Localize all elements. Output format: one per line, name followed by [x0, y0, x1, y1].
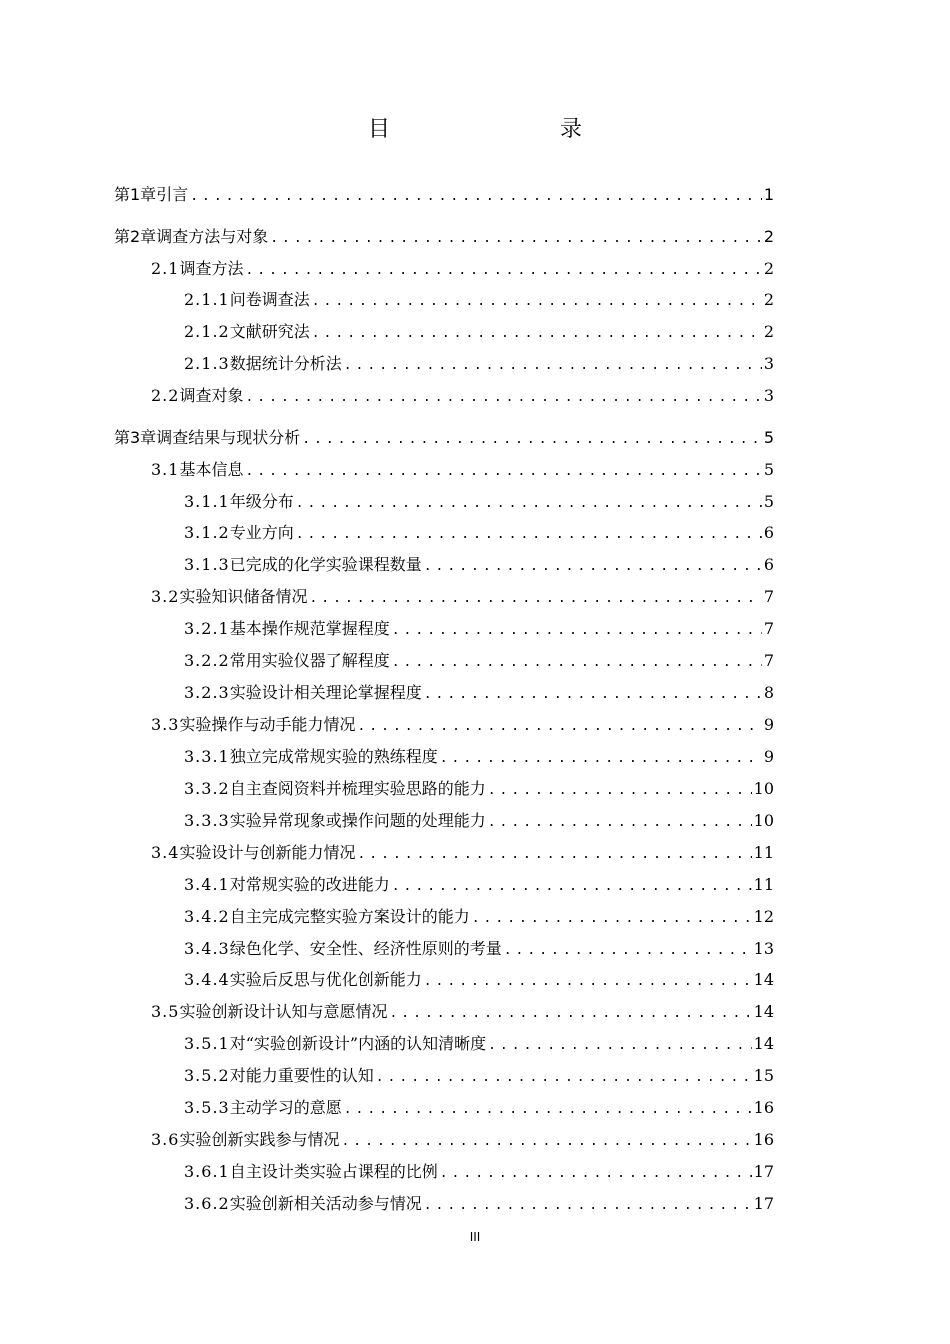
- toc-entry-number: 3.3.3: [184, 811, 230, 830]
- toc-entry-page: 7: [763, 651, 774, 670]
- toc-leader-dots: [357, 714, 761, 740]
- toc-entry-title: 引言: [156, 185, 189, 204]
- toc-entry[interactable]: [184, 1159, 774, 1185]
- toc-entry-title: 已完成的化学实验课程数量: [229, 555, 422, 574]
- toc-entry-title: 绿色化学、安全性、经济性原则的考量: [229, 939, 502, 958]
- toc-leader-dots: [344, 1097, 752, 1123]
- toc-entry-page: 5: [763, 460, 774, 479]
- toc-entry[interactable]: [184, 351, 774, 377]
- toc-entry[interactable]: [114, 224, 774, 250]
- toc-entry[interactable]: [184, 776, 774, 802]
- toc-entry-number: 3.6.1: [184, 1162, 230, 1181]
- toc-entry[interactable]: [151, 383, 774, 409]
- toc-entry-title: 自主查阅资料并梳理实验思路的能力: [229, 779, 486, 798]
- toc-entry[interactable]: [114, 425, 774, 451]
- toc-entry-title: 调查方法: [179, 259, 244, 278]
- toc-entry-page: 7: [763, 587, 774, 606]
- toc-entry-title: 实验设计与创新能力情况: [179, 843, 356, 862]
- toc-leader-dots: [376, 1065, 752, 1091]
- toc-entry-page: 15: [753, 1066, 774, 1085]
- toc-entry[interactable]: [184, 1031, 774, 1057]
- toc-entry-number: 3.6.2: [184, 1194, 230, 1213]
- toc-leader-dots: [392, 618, 762, 644]
- toc-leader-dots: [357, 842, 751, 868]
- toc-entry[interactable]: [184, 319, 774, 345]
- toc-entry[interactable]: [151, 712, 774, 738]
- toc-entry-page: 14: [753, 1002, 774, 1021]
- toc-entry-title: 调查结果与现状分析: [156, 428, 301, 447]
- toc-leader-dots: [392, 650, 762, 676]
- toc-entry[interactable]: [184, 1191, 774, 1217]
- toc-entry-number: 3.6: [151, 1130, 180, 1149]
- toc-leader-dots: [488, 810, 752, 836]
- toc-entry-title: 对常规实验的改进能力: [229, 875, 390, 894]
- toc-leader-dots: [312, 321, 762, 347]
- toc-entry[interactable]: [184, 967, 774, 993]
- page-footer-number: III: [469, 1230, 481, 1244]
- toc-entry-number: 3.1.1: [184, 492, 230, 511]
- toc-entry-number: 第2章: [114, 227, 157, 246]
- toc-entry-page: 14: [753, 970, 774, 989]
- toc-entry-title: 基本操作规范掌握程度: [229, 619, 390, 638]
- toc-entry-number: 3.5: [151, 1002, 180, 1021]
- toc-entry-page: 1: [763, 185, 774, 204]
- toc-entry[interactable]: [151, 256, 774, 282]
- toc-entry-page: 16: [753, 1130, 774, 1149]
- toc-entry-number: 3.3.2: [184, 779, 230, 798]
- toc-entry-number: 3.4: [151, 843, 180, 862]
- toc-entry-page: 5: [763, 428, 774, 447]
- toc-leader-dots: [312, 289, 762, 315]
- toc-entry-number: 3.4.3: [184, 939, 230, 958]
- toc-entry[interactable]: [151, 999, 774, 1025]
- toc-entry-title: 数据统计分析法: [229, 354, 342, 373]
- toc-entry[interactable]: [184, 808, 774, 834]
- toc-entry-number: 3.3: [151, 715, 180, 734]
- toc-entry-number: 3.2.1: [184, 619, 230, 638]
- toc-entry[interactable]: [184, 1095, 774, 1121]
- toc-entry-title: 调查方法与对象: [156, 227, 269, 246]
- toc-entry-page: 2: [763, 290, 774, 309]
- toc-entry[interactable]: [184, 648, 774, 674]
- toc-entry-title: 主动学习的意愿: [229, 1098, 342, 1117]
- toc-entry-title: 实验创新实践参与情况: [179, 1130, 340, 1149]
- toc-entry-title: 问卷调查法: [229, 290, 310, 309]
- toc-leader-dots: [341, 1129, 751, 1155]
- toc-entry-title: 常用实验仪器了解程度: [229, 651, 390, 670]
- toc-entry[interactable]: [184, 552, 774, 578]
- toc-entry-title: 调查对象: [179, 386, 244, 405]
- toc-entry-title: 实验后反思与优化创新能力: [229, 970, 422, 989]
- toc-entry[interactable]: [184, 520, 774, 546]
- toc-entry-title: 实验知识储备情况: [179, 587, 308, 606]
- toc-entry-number: 2.2: [151, 386, 180, 405]
- toc-entry-number: 2.1.1: [184, 290, 230, 309]
- toc-entry-page: 6: [763, 555, 774, 574]
- toc-entry-page: 10: [753, 811, 774, 830]
- toc-entry-number: 3.1: [151, 460, 180, 479]
- toc-entry-title: 自主完成完整实验方案设计的能力: [229, 907, 470, 926]
- toc-entry-number: 3.5.3: [184, 1098, 230, 1117]
- toc-entry-page: 9: [763, 747, 774, 766]
- toc-entry-number: 3.2.3: [184, 683, 230, 702]
- toc-entry-number: 3.2.2: [184, 651, 230, 670]
- toc-entry[interactable]: [184, 1063, 774, 1089]
- toc-entry-page: 7: [763, 619, 774, 638]
- toc-entry-title: 年级分布: [229, 492, 294, 511]
- toc-entry[interactable]: [151, 457, 774, 483]
- toc-leader-dots: [344, 353, 762, 379]
- toc-entry-page: 11: [753, 875, 774, 894]
- toc-leader-dots: [504, 938, 752, 964]
- toc-entry-page: 17: [753, 1162, 774, 1181]
- toc-entry-page: 2: [763, 322, 774, 341]
- toc-entry[interactable]: [184, 616, 774, 642]
- toc-leader-dots: [488, 1033, 752, 1059]
- toc-entry-title: 实验设计相关理论掌握程度: [229, 683, 422, 702]
- toc-entry-page: 5: [763, 492, 774, 511]
- toc-entry-page: 2: [763, 227, 774, 246]
- toc-entry-page: 8: [763, 683, 774, 702]
- toc-entry-number: 3.1.3: [184, 555, 230, 574]
- toc-entry-title: 基本信息: [179, 460, 244, 479]
- toc-entry-title: 独立完成常规实验的熟练程度: [229, 747, 438, 766]
- toc-entry-page: 2: [763, 259, 774, 278]
- toc-leader-dots: [424, 969, 752, 995]
- toc-entry-title: 实验创新相关活动参与情况: [229, 1194, 422, 1213]
- toc-entry-number: 3.5.2: [184, 1066, 230, 1085]
- toc-leader-dots: [488, 778, 752, 804]
- toc-leader-dots: [424, 554, 762, 580]
- toc-entry-number: 3.2: [151, 587, 180, 606]
- toc-entry-page: 17: [753, 1194, 774, 1213]
- toc-entry-number: 第1章: [114, 185, 157, 204]
- toc-leader-dots: [190, 184, 762, 210]
- toc-entry-page: 10: [753, 779, 774, 798]
- toc-leader-dots: [302, 427, 762, 453]
- toc-entry[interactable]: [184, 489, 774, 515]
- toc-entry-title: 实验操作与动手能力情况: [179, 715, 356, 734]
- toc-entry-number: 3.4.2: [184, 907, 230, 926]
- toc-entry-number: 3.1.2: [184, 523, 230, 542]
- toc-entry[interactable]: [184, 287, 774, 313]
- toc-entry-page: 3: [763, 354, 774, 373]
- toc-entry[interactable]: [114, 182, 774, 208]
- toc-entry-title: 实验异常现象或操作问题的处理能力: [229, 811, 486, 830]
- toc-leader-dots: [440, 746, 762, 772]
- toc-leader-dots: [424, 682, 762, 708]
- toc-leader-dots: [472, 906, 752, 932]
- toc-entry[interactable]: [184, 872, 774, 898]
- toc-leader-dots: [309, 586, 761, 612]
- toc-entry[interactable]: [184, 680, 774, 706]
- toc-entry-number: 2.1.2: [184, 322, 230, 341]
- toc-entry[interactable]: [151, 840, 774, 866]
- toc-entry-title: 专业方向: [229, 523, 294, 542]
- toc-title: 目 录: [367, 117, 624, 142]
- toc-entry[interactable]: [184, 936, 774, 962]
- toc-entry-number: 2.1.3: [184, 354, 230, 373]
- toc-leader-dots: [245, 459, 761, 485]
- toc-entry-number: 3.4.4: [184, 970, 230, 989]
- toc-leader-dots: [392, 874, 752, 900]
- toc-leader-dots: [440, 1161, 752, 1187]
- toc-entry[interactable]: [184, 904, 774, 930]
- toc-entry-title: 文献研究法: [229, 322, 310, 341]
- toc-entry-title: 实验创新设计认知与意愿情况: [179, 1002, 388, 1021]
- toc-leader-dots: [424, 1193, 752, 1219]
- toc-leader-dots: [245, 385, 761, 411]
- toc-entry-page: 9: [763, 715, 774, 734]
- toc-entry-number: 3.4.1: [184, 875, 230, 894]
- toc-leader-dots: [389, 1001, 751, 1027]
- toc-entry-page: 12: [753, 907, 774, 926]
- toc-leader-dots: [296, 491, 762, 517]
- toc-entry-page: 14: [753, 1034, 774, 1053]
- toc-entry-number: 2.1: [151, 259, 180, 278]
- toc-entry[interactable]: [184, 744, 774, 770]
- toc-entry[interactable]: [151, 1127, 774, 1153]
- toc-entry-page: 11: [753, 843, 774, 862]
- toc-leader-dots: [270, 226, 762, 252]
- toc-entry-number: 3.3.1: [184, 747, 230, 766]
- toc-entry[interactable]: [151, 584, 774, 610]
- toc-entry-title: 对能力重要性的认知: [229, 1066, 374, 1085]
- toc-entry-page: 6: [763, 523, 774, 542]
- toc-entry-title: 自主设计类实验占课程的比例: [229, 1162, 438, 1181]
- toc-entry-page: 16: [753, 1098, 774, 1117]
- toc-leader-dots: [296, 522, 762, 548]
- toc-entry-number: 3.5.1: [184, 1034, 230, 1053]
- toc-entry-title: 对“实验创新设计”内涵的认知清晰度: [229, 1034, 487, 1053]
- toc-entry-number: 第3章: [114, 428, 157, 447]
- toc-leader-dots: [245, 258, 761, 284]
- toc-entry-page: 13: [753, 939, 774, 958]
- toc-entry-page: 3: [763, 386, 774, 405]
